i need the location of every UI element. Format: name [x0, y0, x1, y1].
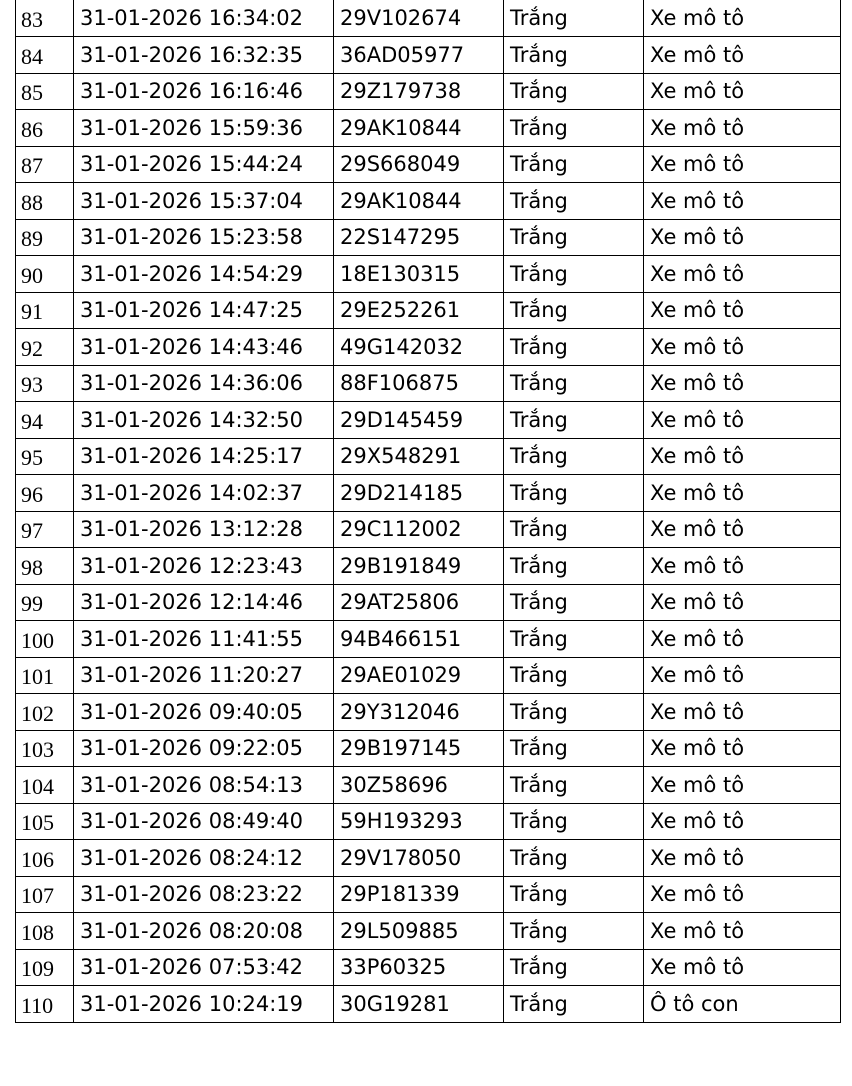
row-number-cell: 88: [16, 183, 74, 220]
row-number-cell: 109: [16, 949, 74, 986]
row-number-cell: 83: [16, 0, 74, 37]
vehicle-type-cell: Xe mô tô: [644, 73, 841, 110]
license-plate-cell: 29AT25806: [334, 584, 504, 621]
row-number-cell: 94: [16, 402, 74, 439]
plate-color-cell: Trắng: [504, 548, 644, 585]
table-row: [16, 876, 841, 913]
timestamp-cell: 31-01-2026 08:23:22: [74, 876, 334, 913]
timestamp-cell: 31-01-2026 15:37:04: [74, 183, 334, 220]
license-plate-cell: 29S668049: [334, 146, 504, 183]
table-row: [16, 511, 841, 548]
table-row: [16, 146, 841, 183]
timestamp-cell: 31-01-2026 14:25:17: [74, 438, 334, 475]
license-plate-cell: 36AD05977: [334, 37, 504, 74]
license-plate-cell: 29B197145: [334, 730, 504, 767]
plate-color-cell: Trắng: [504, 767, 644, 804]
vehicle-type-cell: Xe mô tô: [644, 803, 841, 840]
row-number-cell: 103: [16, 730, 74, 767]
license-plate-cell: 29V102674: [334, 0, 504, 37]
license-plate-cell: 33P60325: [334, 949, 504, 986]
vehicle-type-cell: Xe mô tô: [644, 621, 841, 658]
row-number-cell: 101: [16, 657, 74, 694]
table-row: [16, 986, 841, 1023]
table-row: [16, 402, 841, 439]
table-row: [16, 183, 841, 220]
row-number-cell: 108: [16, 913, 74, 950]
vehicle-type-cell: Xe mô tô: [644, 511, 841, 548]
table-row: [16, 365, 841, 402]
row-number-cell: 84: [16, 37, 74, 74]
timestamp-cell: 31-01-2026 09:22:05: [74, 730, 334, 767]
timestamp-cell: 31-01-2026 08:54:13: [74, 767, 334, 804]
license-plate-cell: 29Y312046: [334, 694, 504, 731]
table-row: [16, 0, 841, 37]
table-row: [16, 475, 841, 512]
timestamp-cell: 31-01-2026 11:20:27: [74, 657, 334, 694]
timestamp-cell: 31-01-2026 14:02:37: [74, 475, 334, 512]
plate-color-cell: Trắng: [504, 183, 644, 220]
vehicle-type-cell: Xe mô tô: [644, 365, 841, 402]
timestamp-cell: 31-01-2026 16:34:02: [74, 0, 334, 37]
plate-color-cell: Trắng: [504, 803, 644, 840]
vehicle-type-cell: Xe mô tô: [644, 329, 841, 366]
license-plate-cell: 88F106875: [334, 365, 504, 402]
plate-color-cell: Trắng: [504, 657, 644, 694]
timestamp-cell: 31-01-2026 08:20:08: [74, 913, 334, 950]
plate-color-cell: Trắng: [504, 730, 644, 767]
plate-color-cell: Trắng: [504, 146, 644, 183]
vehicle-type-cell: Xe mô tô: [644, 694, 841, 731]
license-plate-cell: 22S147295: [334, 219, 504, 256]
row-number-cell: 87: [16, 146, 74, 183]
vehicle-type-cell: Xe mô tô: [644, 548, 841, 585]
plate-color-cell: Trắng: [504, 37, 644, 74]
vehicle-type-cell: Xe mô tô: [644, 475, 841, 512]
plate-color-cell: Trắng: [504, 694, 644, 731]
table-row: [16, 548, 841, 585]
row-number-cell: 105: [16, 803, 74, 840]
row-number-cell: 93: [16, 365, 74, 402]
license-plate-cell: 29Z179738: [334, 73, 504, 110]
license-plate-cell: 29C112002: [334, 511, 504, 548]
table-row: [16, 949, 841, 986]
plate-color-cell: Trắng: [504, 73, 644, 110]
license-plate-cell: 94B466151: [334, 621, 504, 658]
vehicle-type-cell: Xe mô tô: [644, 219, 841, 256]
license-plate-cell: 29AK10844: [334, 110, 504, 147]
row-number-cell: 96: [16, 475, 74, 512]
plate-color-cell: Trắng: [504, 475, 644, 512]
violation-table: [15, 0, 841, 1023]
timestamp-cell: 31-01-2026 12:23:43: [74, 548, 334, 585]
timestamp-cell: 31-01-2026 16:32:35: [74, 37, 334, 74]
row-number-cell: 99: [16, 584, 74, 621]
plate-color-cell: Trắng: [504, 986, 644, 1023]
table-row: [16, 292, 841, 329]
row-number-cell: 106: [16, 840, 74, 877]
plate-color-cell: Trắng: [504, 292, 644, 329]
vehicle-type-cell: Xe mô tô: [644, 110, 841, 147]
license-plate-cell: 29D214185: [334, 475, 504, 512]
vehicle-type-cell: Xe mô tô: [644, 146, 841, 183]
license-plate-cell: 29V178050: [334, 840, 504, 877]
plate-color-cell: Trắng: [504, 365, 644, 402]
license-plate-cell: 59H193293: [334, 803, 504, 840]
row-number-cell: 98: [16, 548, 74, 585]
row-number-cell: 97: [16, 511, 74, 548]
vehicle-type-cell: Xe mô tô: [644, 402, 841, 439]
timestamp-cell: 31-01-2026 10:24:19: [74, 986, 334, 1023]
table-row: [16, 110, 841, 147]
table-row: [16, 584, 841, 621]
row-number-cell: 91: [16, 292, 74, 329]
table-row: [16, 840, 841, 877]
license-plate-cell: 29X548291: [334, 438, 504, 475]
license-plate-cell: 29P181339: [334, 876, 504, 913]
table-row: [16, 657, 841, 694]
license-plate-cell: 30G19281: [334, 986, 504, 1023]
vehicle-type-cell: Xe mô tô: [644, 0, 841, 37]
table-row: [16, 219, 841, 256]
timestamp-cell: 31-01-2026 16:16:46: [74, 73, 334, 110]
vehicle-type-cell: Xe mô tô: [644, 438, 841, 475]
plate-color-cell: Trắng: [504, 438, 644, 475]
vehicle-type-cell: Xe mô tô: [644, 913, 841, 950]
table-row: [16, 730, 841, 767]
plate-color-cell: Trắng: [504, 256, 644, 293]
row-number-cell: 107: [16, 876, 74, 913]
vehicle-type-cell: Xe mô tô: [644, 949, 841, 986]
license-plate-cell: 30Z58696: [334, 767, 504, 804]
timestamp-cell: 31-01-2026 15:59:36: [74, 110, 334, 147]
timestamp-cell: 31-01-2026 11:41:55: [74, 621, 334, 658]
document-page: [15, 0, 840, 1023]
table-row: [16, 694, 841, 731]
license-plate-cell: 29L509885: [334, 913, 504, 950]
table-row: [16, 37, 841, 74]
license-plate-cell: 29E252261: [334, 292, 504, 329]
plate-color-cell: Trắng: [504, 949, 644, 986]
plate-color-cell: Trắng: [504, 913, 644, 950]
table-row: [16, 767, 841, 804]
timestamp-cell: 31-01-2026 14:43:46: [74, 329, 334, 366]
vehicle-type-cell: Xe mô tô: [644, 840, 841, 877]
row-number-cell: 102: [16, 694, 74, 731]
vehicle-type-cell: Xe mô tô: [644, 584, 841, 621]
license-plate-cell: 29AE01029: [334, 657, 504, 694]
timestamp-cell: 31-01-2026 14:32:50: [74, 402, 334, 439]
timestamp-cell: 31-01-2026 14:47:25: [74, 292, 334, 329]
timestamp-cell: 31-01-2026 09:40:05: [74, 694, 334, 731]
plate-color-cell: Trắng: [504, 511, 644, 548]
vehicle-type-cell: Xe mô tô: [644, 767, 841, 804]
row-number-cell: 104: [16, 767, 74, 804]
vehicle-type-cell: Xe mô tô: [644, 292, 841, 329]
row-number-cell: 95: [16, 438, 74, 475]
row-number-cell: 89: [16, 219, 74, 256]
vehicle-type-cell: Xe mô tô: [644, 876, 841, 913]
license-plate-cell: 29AK10844: [334, 183, 504, 220]
plate-color-cell: Trắng: [504, 110, 644, 147]
table-row: [16, 256, 841, 293]
row-number-cell: 100: [16, 621, 74, 658]
row-number-cell: 90: [16, 256, 74, 293]
plate-color-cell: Trắng: [504, 329, 644, 366]
license-plate-cell: 29B191849: [334, 548, 504, 585]
table-body: [16, 0, 841, 1022]
timestamp-cell: 31-01-2026 15:44:24: [74, 146, 334, 183]
row-number-cell: 86: [16, 110, 74, 147]
license-plate-cell: 18E130315: [334, 256, 504, 293]
timestamp-cell: 31-01-2026 15:23:58: [74, 219, 334, 256]
table-row: [16, 438, 841, 475]
plate-color-cell: Trắng: [504, 0, 644, 37]
plate-color-cell: Trắng: [504, 219, 644, 256]
plate-color-cell: Trắng: [504, 840, 644, 877]
table-row: [16, 803, 841, 840]
timestamp-cell: 31-01-2026 14:36:06: [74, 365, 334, 402]
timestamp-cell: 31-01-2026 12:14:46: [74, 584, 334, 621]
table-row: [16, 329, 841, 366]
timestamp-cell: 31-01-2026 08:49:40: [74, 803, 334, 840]
timestamp-cell: 31-01-2026 14:54:29: [74, 256, 334, 293]
vehicle-type-cell: Ô tô con: [644, 986, 841, 1023]
row-number-cell: 92: [16, 329, 74, 366]
vehicle-type-cell: Xe mô tô: [644, 183, 841, 220]
vehicle-type-cell: Xe mô tô: [644, 730, 841, 767]
vehicle-type-cell: Xe mô tô: [644, 256, 841, 293]
vehicle-type-cell: Xe mô tô: [644, 37, 841, 74]
plate-color-cell: Trắng: [504, 621, 644, 658]
license-plate-cell: 29D145459: [334, 402, 504, 439]
plate-color-cell: Trắng: [504, 584, 644, 621]
row-number-cell: 85: [16, 73, 74, 110]
vehicle-type-cell: Xe mô tô: [644, 657, 841, 694]
timestamp-cell: 31-01-2026 07:53:42: [74, 949, 334, 986]
table-row: [16, 913, 841, 950]
timestamp-cell: 31-01-2026 13:12:28: [74, 511, 334, 548]
timestamp-cell: 31-01-2026 08:24:12: [74, 840, 334, 877]
plate-color-cell: Trắng: [504, 876, 644, 913]
table-row: [16, 621, 841, 658]
license-plate-cell: 49G142032: [334, 329, 504, 366]
row-number-cell: 110: [16, 986, 74, 1023]
table-row: [16, 73, 841, 110]
plate-color-cell: Trắng: [504, 402, 644, 439]
